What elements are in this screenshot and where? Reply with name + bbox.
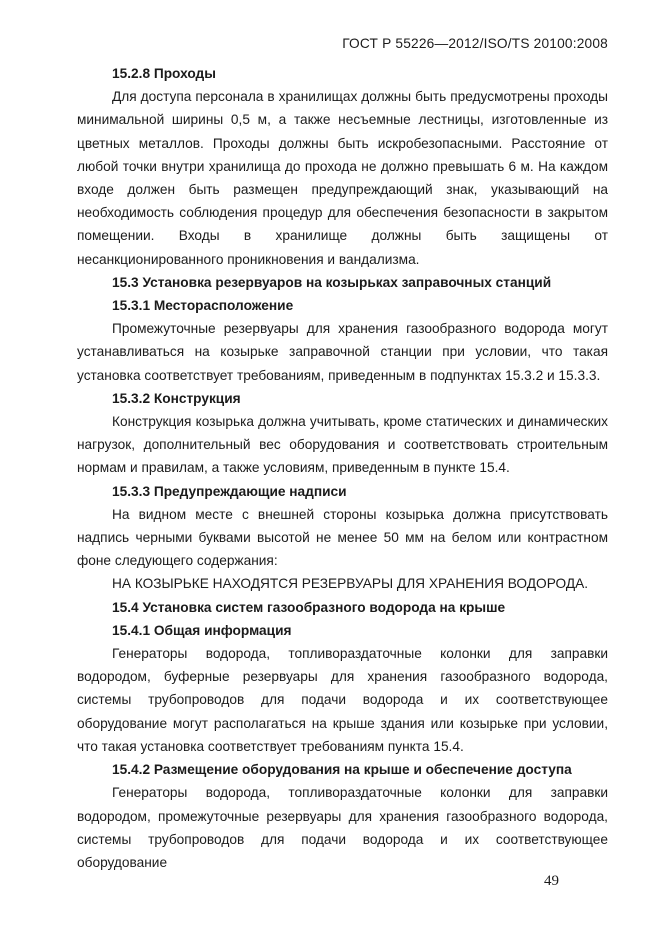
body-paragraph: Генераторы водорода, топливораздаточные колонки для заправки водородом, буферные резервуары для хранения газообразного водорода, системы трубопроводов для подачи водорода и их соответствующее оборудование могут располагаться на крыше здания или козырьке при условии, что такая установка соответствует требованиям пункта 15.4. <box>77 646 608 754</box>
body-paragraph: Промежуточные резервуары для хранения газообразного водорода могут устанавливаться на козырьке заправочной станции при условии, что такая установка соответствует требованиям, приведенным в подпунктах 15.3.2 и 15.3.3. <box>77 321 608 383</box>
body-paragraph: На видном месте с внешней стороны козырька должна присутствовать надпись черными буквами высотой не менее 50 мм на белом или контрастном фоне следующего содержания: <box>77 506 608 569</box>
warning-sign-text: НА КОЗЫРЬКЕ НАХОДЯТСЯ РЕЗЕРВУАРЫ ДЛЯ ХРАНЕНИЯ ВОДОРОДА. <box>112 576 589 592</box>
section-heading: 15.3.2 Конструкция <box>112 390 241 406</box>
body-paragraph: Конструкция козырька должна учитывать, кроме статических и динамических нагрузок, дополнительный вес оборудования и соответствовать строительным нормам и правилам, а также условиям, приведенным в пункте 15.4. <box>77 414 608 476</box>
section-heading: 15.3.1 Месторасположение <box>112 298 294 314</box>
section-heading: 15.4 Установка систем газообразного водорода на крыше <box>112 599 506 615</box>
document-body <box>77 62 608 874</box>
page-number: 49 <box>544 873 559 889</box>
section-heading: 15.4.1 Общая информация <box>112 622 292 638</box>
section-heading: 15.4.2 Размещение оборудования на крыше и обеспечение доступа <box>112 762 572 778</box>
section-heading: 15.2.8 Проходы <box>112 66 216 81</box>
document-header: ГОСТ Р 55226—2012/ISO/TS 20100:2008 <box>342 36 608 51</box>
body-paragraph: Генераторы водорода, топливораздаточные колонки для заправки водородом, промежуточные резервуары для хранения газообразного водорода, системы трубопроводов для подачи водорода и их соответствующее оборудование <box>77 785 608 870</box>
section-heading: 15.3.3 Предупреждающие надписи <box>112 483 347 499</box>
body-paragraph: Для доступа персонала в хранилищах должны быть предусмотрены проходы минимальной ширины 0,5 м, а также несъемные лестницы, изготовленные из цветных металлов. Проходы должны быть искробезопасными. Расстояние от любой точки внутри хранилища до прохода не должно превышать 6 м. На каждом входе должен быть размещен предупреждающий знак, указывающий на необходимость соблюдения процедур для обеспечения безопасности в закрытом помещении. Входы в хранилище должны быть защищены от несанкционированного проникновения и вандализма. <box>77 89 608 267</box>
section-heading: 15.3 Установка резервуаров на козырьках заправочных станций <box>112 274 552 290</box>
